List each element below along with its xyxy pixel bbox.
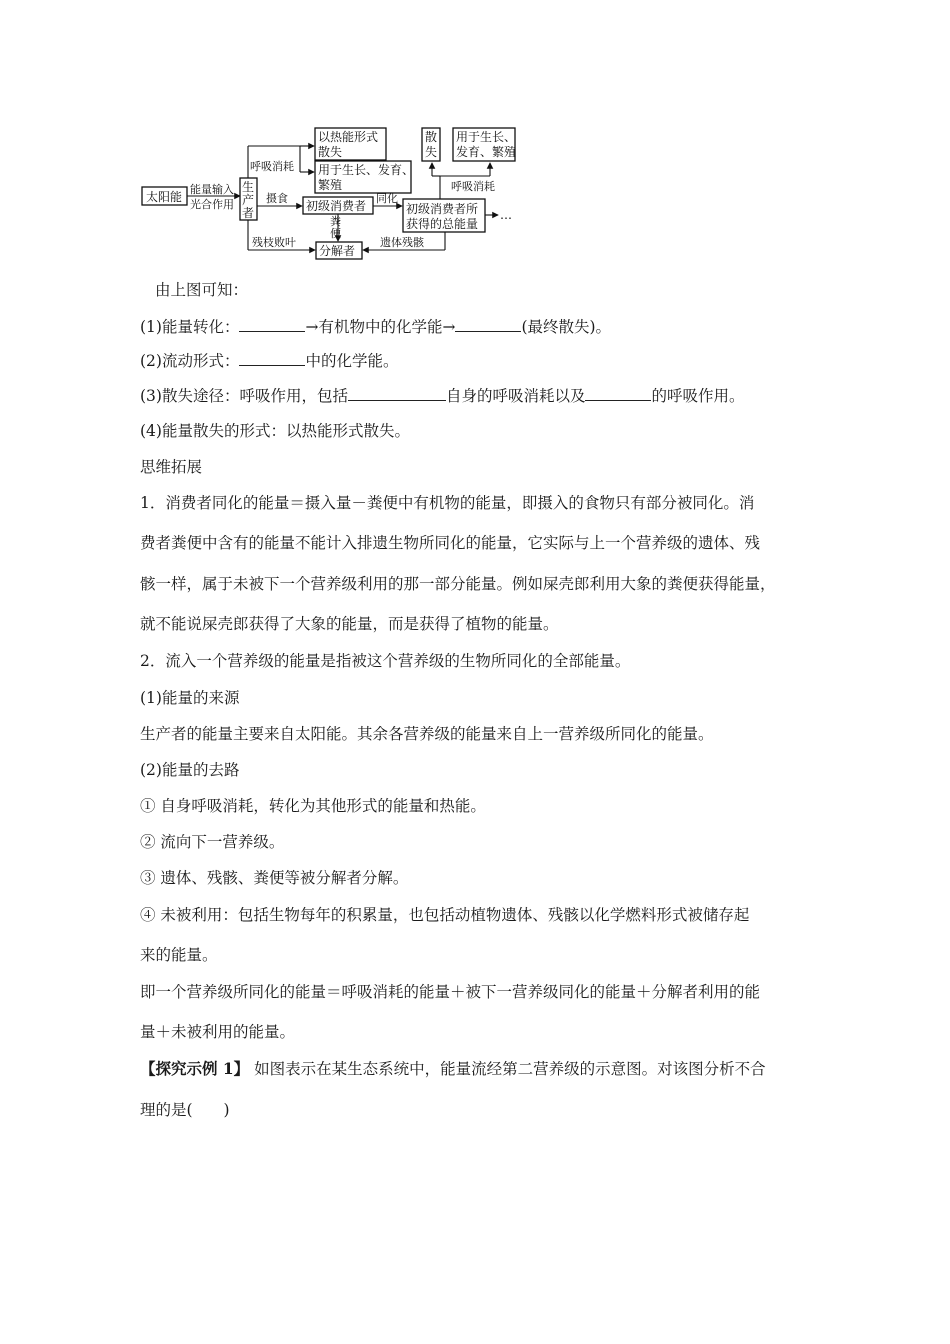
heat-loss-label-2: 散失 (318, 145, 343, 159)
producer-char-3: 者 (242, 206, 255, 220)
blank-4 (348, 385, 446, 401)
para-1-line-1: 1．消费者同化的能量＝摄入量－粪便中有机物的能量，即摄入的食物只有部分被同化。消 (140, 494, 755, 512)
point-2 (140, 350, 398, 371)
circle-4-line-1: ④ 未被利用：包括生物每年的积累量，也包括动植物遗体、残骸以化学燃料形式被储存起 (140, 906, 750, 924)
producer-char-2: 产 (242, 193, 255, 207)
litter-label: 残枝败叶 (252, 236, 296, 249)
example-line-2: 理的是( ) (140, 1101, 230, 1119)
point-2-b: 中的化学能。 (305, 352, 399, 370)
growth-label-1a: 用于生长、发育、 (318, 163, 415, 177)
point-3-c: 的呼吸作用。 (651, 387, 745, 405)
example-text-1: 如图表示在某生态系统中，能量流经第二营养级的示意图。对该图分析不合 (249, 1060, 766, 1078)
primary-total-label-2: 获得的总能量 (406, 217, 479, 231)
ellipsis-label: … (500, 208, 512, 222)
feces-char-1: 粪 (330, 215, 341, 228)
point-1-c: (最终散失)。 (521, 318, 612, 336)
producer-char-1: 生 (242, 180, 255, 194)
assimilation-label: 同化 (376, 192, 398, 205)
point-3 (140, 385, 745, 406)
intro-line: 由上图可知： (155, 281, 249, 299)
point-3-a: (3)散失途径：呼吸作用，包括 (140, 387, 348, 405)
circle-4-line-2: 来的能量。 (140, 946, 218, 964)
summary-line-2: 量＋未被利用的能量。 (140, 1023, 296, 1041)
primary-consumer-label: 初级消费者 (306, 199, 367, 213)
circle-3: ③ 遗体、残骸、粪便等被分解者分解。 (140, 869, 409, 887)
circle-1: ① 自身呼吸消耗，转化为其他形式的能量和热能。 (140, 797, 486, 815)
feces-char-2: 便 (330, 227, 341, 240)
energy-input-label: 能量输入 (190, 183, 234, 196)
para-2: 2．流入一个营养级的能量是指被这个营养级的生物所同化的全部能量。 (140, 652, 631, 670)
summary-line-1: 即一个营养级所同化的能量＝呼吸消耗的能量＋被下一营养级同化的能量＋分解者利用的能 (140, 983, 761, 1001)
growth-label-2a: 用于生长、 (456, 130, 517, 144)
dissipate-char-2: 失 (425, 145, 438, 159)
point-2-a: (2)流动形式： (140, 352, 240, 370)
energy-flow-diagram (140, 120, 520, 265)
example-line-1 (140, 1059, 766, 1079)
dissipate-char-1: 散 (425, 130, 438, 144)
blank-5 (585, 385, 651, 401)
growth-label-2b: 发育、繁殖 (456, 145, 517, 159)
extension-title: 思维拓展 (140, 458, 203, 476)
sun-label: 太阳能 (146, 190, 183, 204)
point-3-b: 自身的呼吸消耗以及 (445, 387, 586, 405)
para-1-line-4: 就不能说屎壳郎获得了大象的能量，而是获得了植物的能量。 (140, 615, 559, 633)
sub-1-title: (1)能量的来源 (140, 689, 240, 707)
remains-label: 遗体残骸 (380, 236, 424, 249)
point-1-b: →有机物中的化学能→ (305, 318, 456, 336)
primary-total-label-1: 初级消费者所 (406, 202, 479, 216)
growth-label-1b: 繁殖 (318, 178, 343, 192)
circle-2: ② 流向下一营养级。 (140, 833, 285, 851)
blank-1 (239, 316, 305, 332)
para-1-line-3: 骸一样，属于未被下一个营养级利用的那一部分能量。例如屎壳郎利用大象的粪便获得能量， (140, 575, 776, 593)
para-1-line-2: 费者粪便中含有的能量不能计入排遗生物所同化的能量，它实际与上一个营养级的遗体、残 (140, 534, 761, 552)
sub-2-title: (2)能量的去路 (140, 761, 240, 779)
example-label: 【探究示例 1】 (140, 1059, 250, 1078)
ingest-label: 摄食 (266, 192, 288, 205)
respiration-2-label: 呼吸消耗 (451, 180, 495, 193)
heat-loss-label-1: 以热能形式 (318, 130, 379, 144)
respiration-label: 呼吸消耗 (250, 160, 294, 173)
blank-3 (239, 350, 305, 366)
decomposer-label: 分解者 (319, 244, 356, 258)
blank-2 (455, 316, 521, 332)
photosynthesis-label: 光合作用 (190, 198, 234, 211)
sub-1-text: 生产者的能量主要来自太阳能。其余各营养级的能量来自上一营养级所同化的能量。 (140, 725, 714, 743)
point-1-a: (1)能量转化： (140, 318, 240, 336)
point-1 (140, 316, 611, 337)
point-4: (4)能量散失的形式：以热能形式散失。 (140, 422, 410, 440)
